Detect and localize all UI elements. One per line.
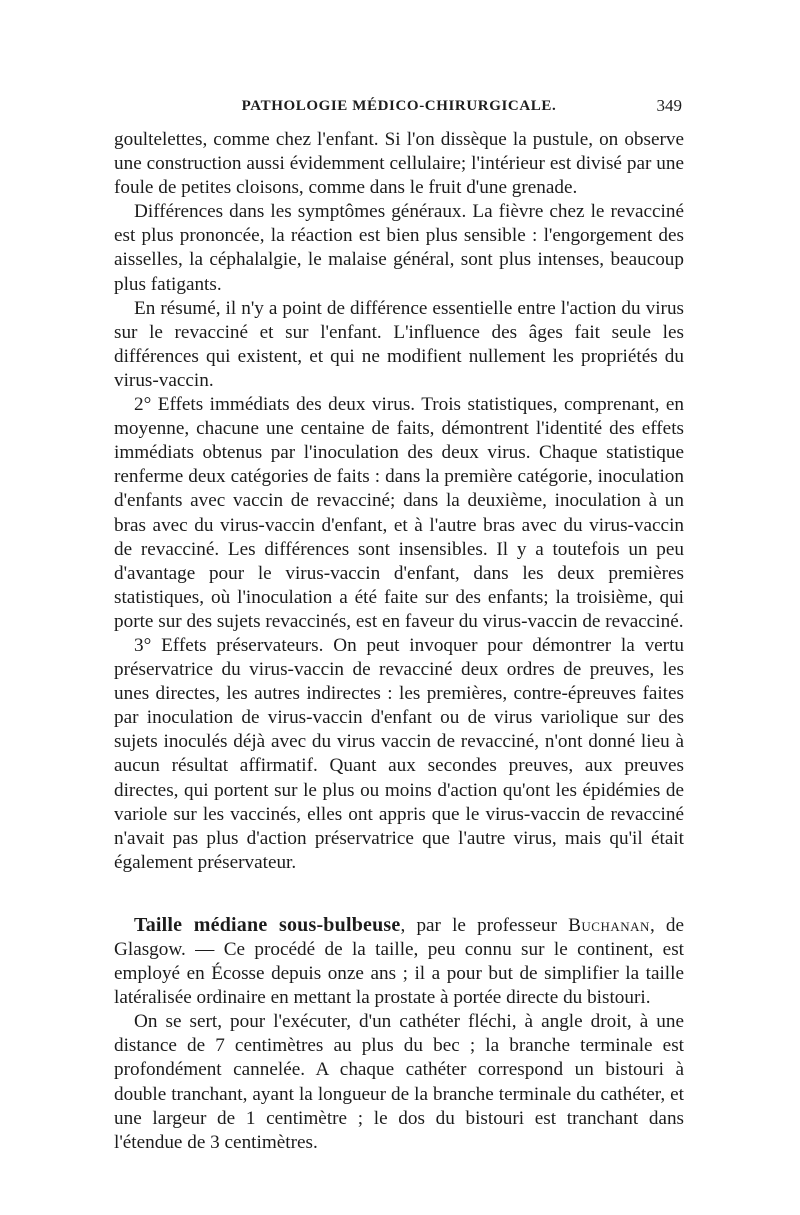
article-intro-by: , par le professeur bbox=[400, 914, 569, 936]
article-title: Taille médiane sous-bulbeuse bbox=[134, 913, 401, 936]
page-number: 349 bbox=[656, 96, 682, 115]
article-paragraph: On se sert, pour l'exécuter, d'un cathéter fléchi, à angle droit, à une distance de 7 centimètres au plus du bec ; la branche terminale est profondément cannelée. A chaque cathéter correspond un bistouri à double tranchant, ayant la longueur de la branche terminale du cathéter, et une largeur de 1 centimètre ; le dos du bistouri est tranchant dans l'étendue de 3 centimètres. bbox=[114, 1011, 684, 1153]
article-author: Buchanan bbox=[568, 914, 650, 936]
paragraph: 2° Effets immédiats des deux virus. Trois statistiques, comprenant, en moyenne, chacune une centaine de faits, démontrent l'identité des effets immédiats obtenus par l'inoculation des deux virus. Chaque statistique renferme deux catégories de faits : dans la première catégorie, inoculation d'enfants avec vaccin de revacciné; dans la deuxième, inoculation à un bras avec du virus-vaccin d'enfant, et à l'autre bras avec du virus-vaccin de revacciné. Les différences sont insensibles. Il y a toutefois un peu d'avantage pour le virus-vaccin d'enfant, dans les deux premières statistiques, où l'inoculation a été faite sur des enfants; la troisième, qui porte sur des sujets revaccinés, est en faveur du virus-vaccin de revacciné. bbox=[114, 394, 684, 632]
book-page bbox=[114, 92, 684, 1155]
article-intro-text: , de Glasgow. — Ce procédé de la taille, peu connu sur le continent, est employé en Écosse depuis onze ans ; il a pour but de simplifier la taille latéralisée ordinaire en mettant la prostate à portée directe du bistouri. bbox=[114, 914, 684, 1009]
article-paragraph bbox=[114, 913, 684, 1010]
section-gap bbox=[114, 875, 684, 913]
paragraph: goultelettes, comme chez l'enfant. Si l'on dissèque la pustule, on observe une construction aussi évidemment cellulaire; l'intérieur est divisé par une foule de petites cloisons, comme dans le fruit d'une grenade. bbox=[114, 129, 684, 199]
paragraph: Différences dans les symptômes généraux. La fièvre chez le revacciné est plus prononcée, la réaction est bien plus sensible : l'engorgement des aisselles, la céphalalgie, le malaise général, sont plus intenses, beaucoup plus fatigants. bbox=[114, 201, 684, 295]
running-title: PATHOLOGIE MÉDICO-CHIRURGICALE. bbox=[241, 98, 557, 114]
page-body bbox=[114, 128, 684, 1155]
page-header bbox=[114, 92, 684, 128]
paragraph: 3° Effets préservateurs. On peut invoquer pour démontrer la vertu préservatrice du virus-vaccin de revacciné deux ordres de preuves, les unes directes, les autres indirectes : les premières, contre-épreuves faites par inoculation de virus-vaccin d'enfant ou de virus variolique sur des sujets inoculés déjà avec du virus vaccin de revacciné, n'ont donné lieu à aucun résultat affirmatif. Quant aux secondes preuves, aux preuves directes, qui portent sur le plus ou moins d'action qu'ont les épidémies de variole sur les vaccinés, elles ont appris que le virus-vaccin de revacciné n'avait pas plus d'action préservatrice que l'autre virus, mais qu'il était également préservateur. bbox=[114, 634, 684, 873]
paragraph: En résumé, il n'y a point de différence essentielle entre l'action du virus sur le revacciné et sur l'enfant. L'influence des âges fait seule les différences qui existent, et qui ne modifient nullement les propriétés du virus-vaccin. bbox=[114, 297, 684, 391]
